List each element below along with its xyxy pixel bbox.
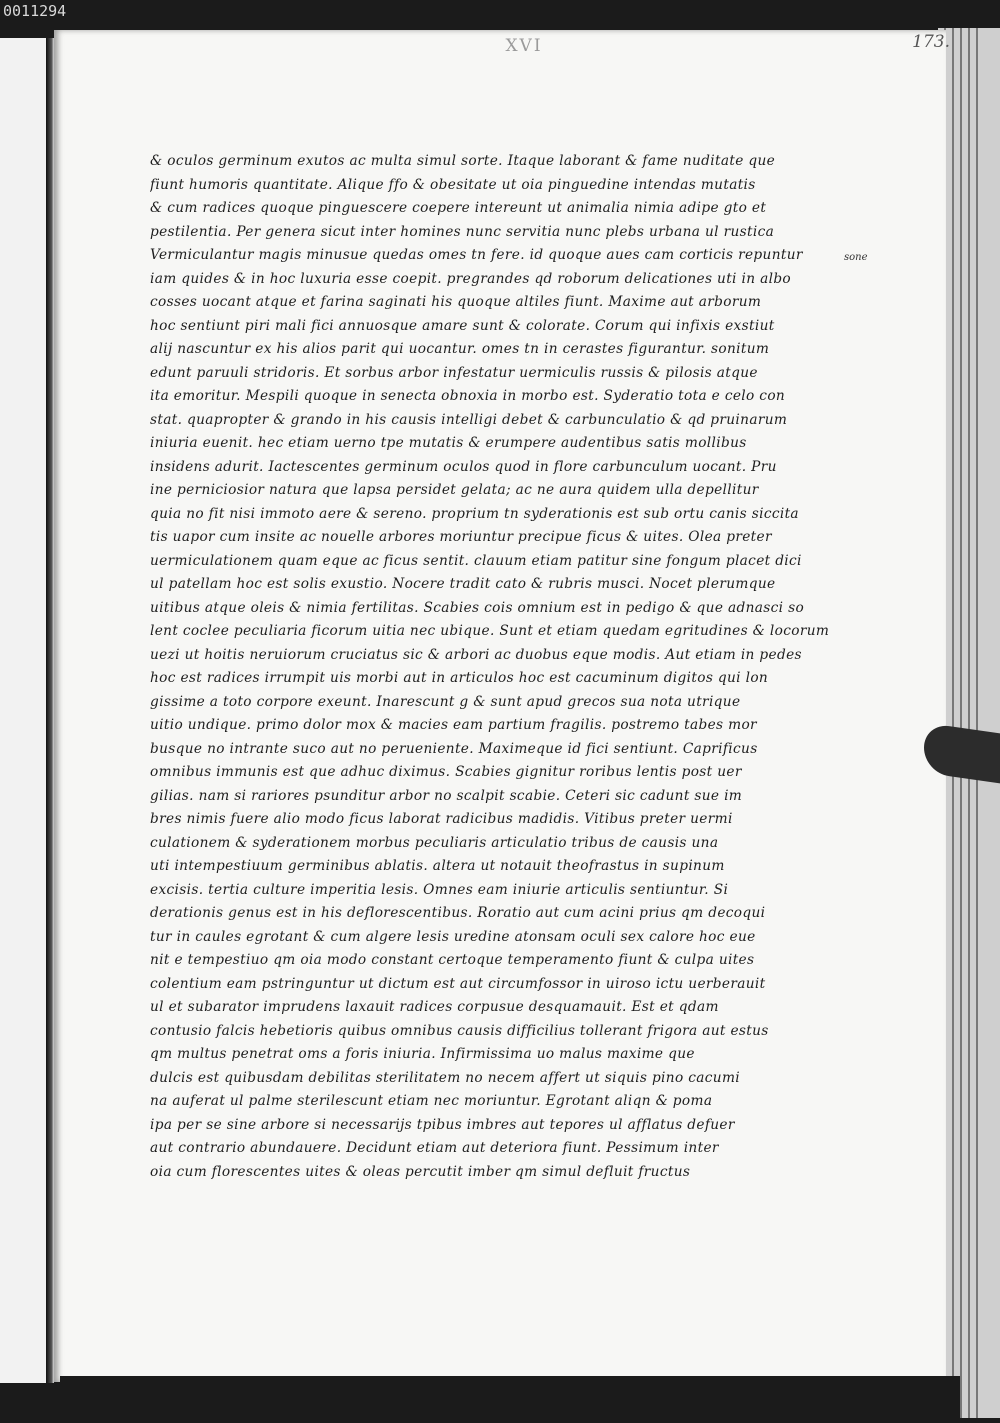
- manuscript-line: & oculos germinum exutos ac multa simul sorte. Itaque laborant & fame nuditate que: [150, 153, 776, 169]
- manuscript-line: colentium eam pstringuntur ut dictum est aut circumfossor in uiroso ictu uerberauit: [150, 975, 766, 992]
- manuscript-line: qm multus penetrat oms a foris iniuria. Infirmissima uo malus maxime que: [150, 1046, 695, 1062]
- manuscript-line: alij nascuntur ex his alios parit qui uocantur. omes tn in cerastes figurantur. sonitum: [150, 341, 770, 357]
- folio-number: 173.: [912, 32, 950, 52]
- manuscript-line: aut contrario abundauere. Decidunt etiam aut deteriora fiunt. Pessimum inter: [150, 1140, 719, 1156]
- manuscript-line: gilias. nam si rariores psunditur arbor no scalpit scabie. Ceteri sic cadunt sue im: [150, 787, 743, 804]
- manuscript-line: lent coclee peculiaria ficorum uitia nec ubique. Sunt et etiam quedam egritudines & locorum: [150, 623, 830, 639]
- manuscript-line: contusio falcis hebetioris quibus omnibus causis difficilius tollerant frigora aut estus: [150, 1022, 769, 1039]
- manuscript-line: derationis genus est in his deflorescentibus. Roratio aut cum acini prius qm decoqui: [150, 905, 766, 921]
- manuscript-line: tis uapor cum insite ac nouelle arbores moriuntur precipue ficus & uites. Olea preter: [150, 529, 772, 545]
- manuscript-line: ita emoritur. Mespili quoque in senecta obnoxia in morbo est. Syderatio tota e celo con: [150, 388, 786, 404]
- manuscript-line: hoc est radices irrumpit uis morbi aut in articulos hoc est cacuminum digitos qui lon: [150, 670, 769, 686]
- manuscript-line: culationem & syderationem morbus peculiaris articulatio tribus de causis una: [150, 834, 719, 851]
- manuscript-line: gissime a toto corpore exeunt. Inarescunt g & sunt apud grecos sua nota utrique: [150, 693, 741, 710]
- section-mark: XVI: [505, 36, 543, 56]
- manuscript-line: fiunt humoris quantitate. Alique ffo & obesitate ut oia pinguedine intendas mutatis: [150, 176, 756, 193]
- page-bottom-shadow: [60, 1376, 960, 1423]
- manuscript-line: dulcis est quibusdam debilitas sterilitatem no necem affert ut siquis pino cacumi: [150, 1069, 741, 1086]
- manuscript-line: omnibus immunis est que adhuc diximus. Scabies gignitur roribus lentis post uer: [150, 764, 742, 780]
- manuscript-line: insidens adurit. Iactescentes germinum oculos quod in flore carbunculum uocant. Pru: [150, 458, 777, 475]
- manuscript-line: na auferat ul palme sterilescunt etiam nec moriuntur. Egrotant aliqn & poma: [150, 1093, 713, 1109]
- manuscript-line: bres nimis fuere alio modo ficus laborat radicibus madidis. Vitibus preter uermi: [150, 811, 733, 827]
- page-stack-edges: [938, 28, 1000, 1418]
- manuscript-line: uitio undique. primo dolor mox & macies eam partium fragilis. postremo tabes mor: [150, 717, 757, 733]
- manuscript-line: nit e tempestiuo qm oia modo constant certoque temperamento fiunt & culpa uites: [150, 952, 755, 968]
- manuscript-line: ul et subarator imprudens laxauit radices corpusue desquamauit. Est et qdam: [150, 999, 719, 1015]
- manuscript-line: uti intempestiuum germinibus ablatis. altera ut notauit theofrastus in supinum: [150, 858, 725, 874]
- manuscript-line: stat. quapropter & grando in his causis intelligi debet & carbunculatio & qd pruinarum: [150, 411, 788, 428]
- manuscript-text-block: [150, 150, 830, 1184]
- manuscript-line: pestilentia. Per genera sicut inter homines nunc servitia nunc plebs urbana ul rustica: [150, 223, 775, 240]
- manuscript-line: oia cum florescentes uites & oleas percutit imber qm simul defluit fructus: [150, 1163, 691, 1180]
- manuscript-line: excisis. tertia culture imperitia lesis. Omnes eam iniurie articulis sentiuntur. Si: [150, 881, 729, 898]
- manuscript-line: iam quides & in hoc luxuria esse coepit. pregrandes qd roborum delicationes uti in albo: [150, 270, 792, 287]
- manuscript-line: Vermiculantur magis minusue quedas omes tn fere. id quoque aues cam corticis repuntur: [150, 247, 803, 263]
- archive-id-label: 0011294: [3, 2, 67, 20]
- manuscript-line: uermiculationem quam eque ac ficus sentit. clauum etiam patitur sine fongum placet dici: [150, 552, 802, 569]
- manuscript-line: ul patellam hoc est solis exustio. Nocere tradit cato & rubris musci. Nocet plerumque: [150, 576, 776, 592]
- previous-page-edge: [0, 38, 49, 1383]
- manuscript-line: uitibus atque oleis & nimia fertilitas. Scabies cois omnium est in pedigo & que adnasci so: [150, 599, 805, 616]
- manuscript-folio: [54, 30, 950, 1382]
- manuscript-line: cosses uocant atque et farina saginati his quoque altiles fiunt. Maxime aut arborum: [150, 294, 762, 310]
- manuscript-line: & cum radices quoque pinguescere coepere intereunt ut animalia nimia adipe gto et: [150, 200, 767, 216]
- manuscript-line: quia no fit nisi immoto aere & sereno. proprium tn syderationis est sub ortu canis siccita: [150, 505, 799, 522]
- interlinear-gloss: sone: [844, 252, 868, 263]
- manuscript-line: hoc sentiunt piri mali fici annuosque amare sunt & colorate. Corum qui infixis exstiut: [150, 317, 775, 334]
- manuscript-line: ipa per se sine arbore si necessarijs tpibus imbres aut tepores ul afflatus defuer: [150, 1116, 735, 1133]
- manuscript-line: iniuria euenit. hec etiam uerno tpe mutatis & erumpere audentibus satis mollibus: [150, 435, 747, 451]
- manuscript-line: busque no intrante suco aut no perueniente. Maximeque id fici sentiunt. Caprificus: [150, 740, 758, 757]
- manuscript-line: ine perniciosior natura que lapsa persidet gelata; ac ne aura quidem ulla depellitur: [150, 482, 759, 498]
- manuscript-line: tur in caules egrotant & cum algere lesis uredine atonsam oculi sex calore hoc eue: [150, 928, 756, 945]
- manuscript-line: edunt paruuli stridoris. Et sorbus arbor infestatur uermiculis russis & pilosis atque: [150, 364, 758, 381]
- book-gutter: [46, 38, 54, 1383]
- manuscript-line: uezi ut hoitis neruiorum cruciatus sic & arbori ac duobus eque modis. Aut etiam in pedes: [150, 646, 802, 663]
